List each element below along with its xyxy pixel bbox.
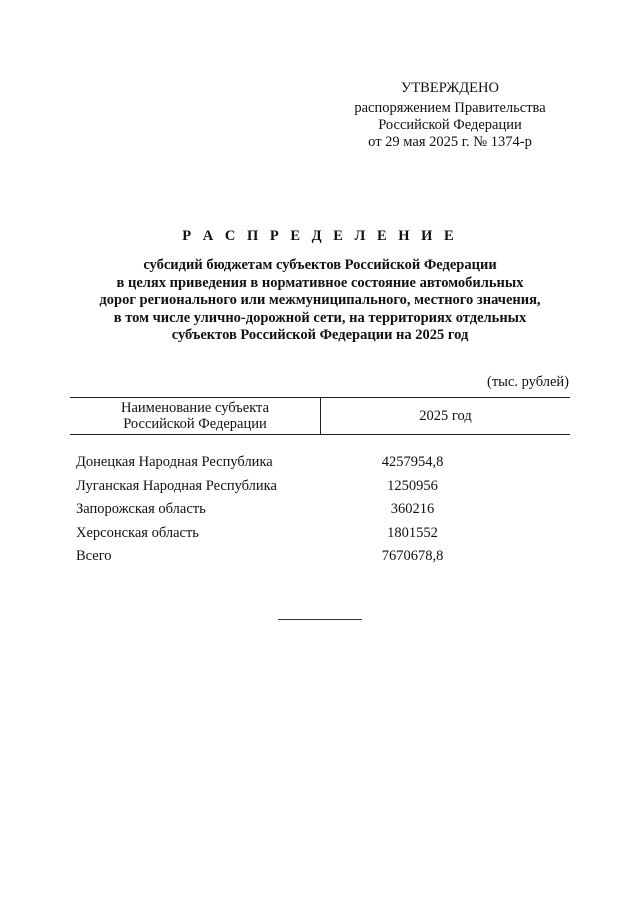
table-body [76, 451, 570, 569]
subtitle-line: субсидий бюджетам субъектов Российской Федерации [143, 257, 497, 273]
subtitle-line: в целях приведения в нормативное состояние автомобильных [116, 274, 524, 291]
document-subtitle [60, 257, 580, 345]
table-row [76, 475, 570, 499]
table-header [70, 397, 570, 435]
row-region-name: Запорожская область [76, 501, 206, 518]
row-total-label: Всего [76, 548, 112, 565]
row-amount: 4257954,8 [381, 454, 444, 471]
row-amount: 360216 [390, 501, 435, 518]
row-total-amount: 7670678,8 [381, 548, 444, 565]
row-amount: 1250956 [387, 477, 438, 494]
row-region-name: Луганская Народная Республика [76, 477, 277, 494]
end-separator-line [278, 619, 362, 620]
header-year: 2025 год [419, 407, 472, 424]
header-region-line-1: Наименование субъекта [120, 400, 270, 416]
table-row-total [76, 545, 570, 569]
row-amount: 1801552 [387, 524, 438, 541]
approval-block [340, 80, 560, 151]
approval-line-3: от 29 мая 2025 г. № 1374-р [368, 134, 532, 150]
unit-label: (тыс. рублей) [487, 374, 569, 390]
document-title-block [60, 228, 580, 345]
subtitle-line: дорог регионального или межмуниципального, местного значения, [99, 292, 541, 308]
table-row [76, 451, 570, 475]
approval-line-2: Российской Федерации [378, 117, 522, 133]
subtitle-line: в том числе улично-дорожной сети, на территориях отдельных [113, 309, 527, 326]
header-region-line-2: Российской Федерации [123, 416, 267, 432]
table-row [76, 522, 570, 546]
row-region-name: Херсонская область [76, 524, 199, 541]
approval-heading: УТВЕРЖДЕНО [401, 80, 499, 96]
document-title: Р А С П Р Е Д Е Л Е Н И Е [182, 228, 458, 244]
subtitle-line: субъектов Российской Федерации на 2025 год [171, 327, 469, 343]
row-region-name: Донецкая Народная Республика [76, 454, 273, 471]
header-region-name [70, 398, 321, 434]
approval-line-1: распоряжением Правительства [354, 100, 546, 116]
table-row [76, 498, 570, 522]
